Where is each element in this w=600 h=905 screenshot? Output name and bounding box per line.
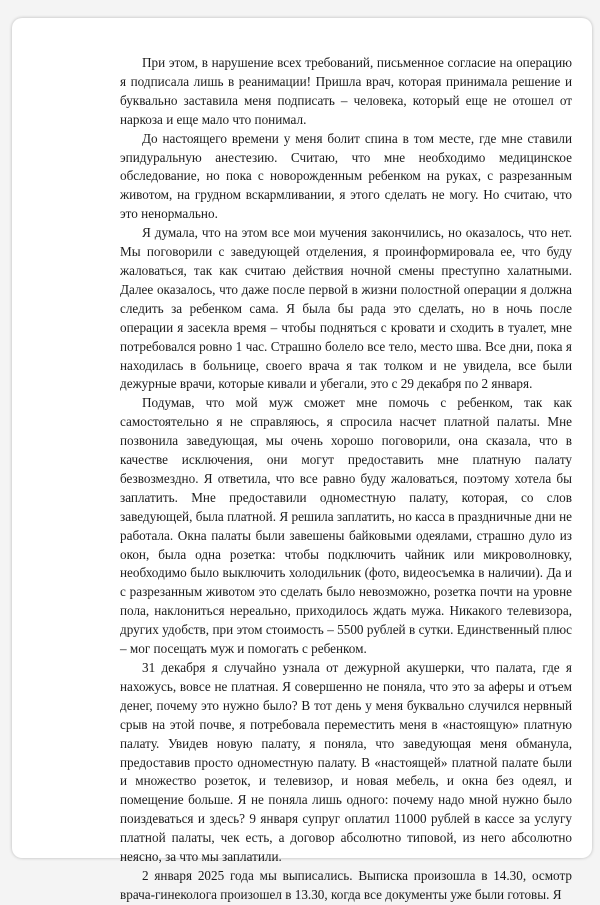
paragraph: Я думала, что на этом все мои мучения закончились, но оказалось, что нет. Мы поговорили с заведующей отделения, я проинформировала ее, что буду жаловаться, так как считаю действия ночной смены преступно халатными. Далее оказалось, что даже после первой в жизни полостной операции я должна следить за ребенком сама. Я была бы рада это сделать, но в ночь после операции я засекла время – чтобы подняться с кровати и сходить в туалет, мне потребовался ровно 1 час. Страшно болело все тело, место шва. Все дни, пока я находилась в больнице, своего врача я так толком и не увидела, все были дежурные врачи, которые кивали и убегали, это с 29 декабря по 2 января. (120, 225, 572, 392)
paragraph: 2 января 2025 года мы выписались. Выписка произошла в 14.30, осмотр врача-гинеколога произошел в 13.30, когда все документы уже были готовы. Я (120, 867, 572, 902)
paragraph: При этом, в нарушение всех требований, письменное согласие на операцию я подписала лишь в реанимации! Пришла врач, которая принимала решение и буквально заставила меня подписать – человека, который еще не отошел от наркоза и еще мало что понимал. (120, 55, 572, 127)
paragraph: До настоящего времени у меня болит спина в том месте, где мне ставили эпидуральную анестезию. Считаю, что мне необходимо медицинское обследование, но пока с новорожденным ребенком на руках, с разрезанным животом, на грудном вскармливании, я этого сделать не могу. Но считаю, что это ненормально. (120, 130, 572, 222)
paragraph: 31 декабря я случайно узнала от дежурной акушерки, что палата, где я нахожусь, вовсе не платная. Я совершенно не поняла, что это за аферы и отъем денег, почему это нужно было? В тот день у меня буквально случился нервный срыв на этой почве, я потребовала переместить меня в «настоящую» платную палату. Увидев новую палату, я поняла, что заведующая меня обманула, предоставив просто одноместную палату. В «настоящей» платной палате были и множество розеток, и телевизор, и новая мебель, и окна без одеял, и помещение больше. Я не поняла лишь одного: почему надо мной нужно было поиздеваться и здесь? 9 января супруг оплатил 11000 рублей в кассе за услугу платной палаты, чек есть, а договор абсолютно типовой, из него абсолютно неясно, за что мы заплатили. (120, 660, 572, 865)
document-body (120, 54, 572, 905)
paragraph: Подумав, что мой муж сможет мне помочь с ребенком, так как самостоятельно я не справляюсь, я спросила насчет платной палаты. Мне позвонила заведующая, мы очень хорошо поговорили, она сказала, что в качестве исключения, они могут предоставить мне платную палату безвозмездно. Я ответила, что все равно буду жаловаться, поэтому хотела бы заплатить. Мне предоставили одноместную палату, которая, со слов заведующей, была платной. Я решила заплатить, но касса в праздничные дни не работала. Окна палаты были завешены байковыми одеялами, страшно дуло из окон, была одна розетка: чтобы подключить чайник или микроволновку, необходимо было выключить холодильник (фото, видеосъемка в наличии). Да и с разрезанным животом это сделать было невозможно, розетка почти на уровне пола, наклониться нереально, приходилось ждать мужа. Никакого телевизора, других удобств, при этом стоимость – 5500 рублей в сутки. Единственный плюс – мог посещать муж и помогать с ребенком. (120, 395, 572, 657)
document-page (12, 18, 592, 902)
